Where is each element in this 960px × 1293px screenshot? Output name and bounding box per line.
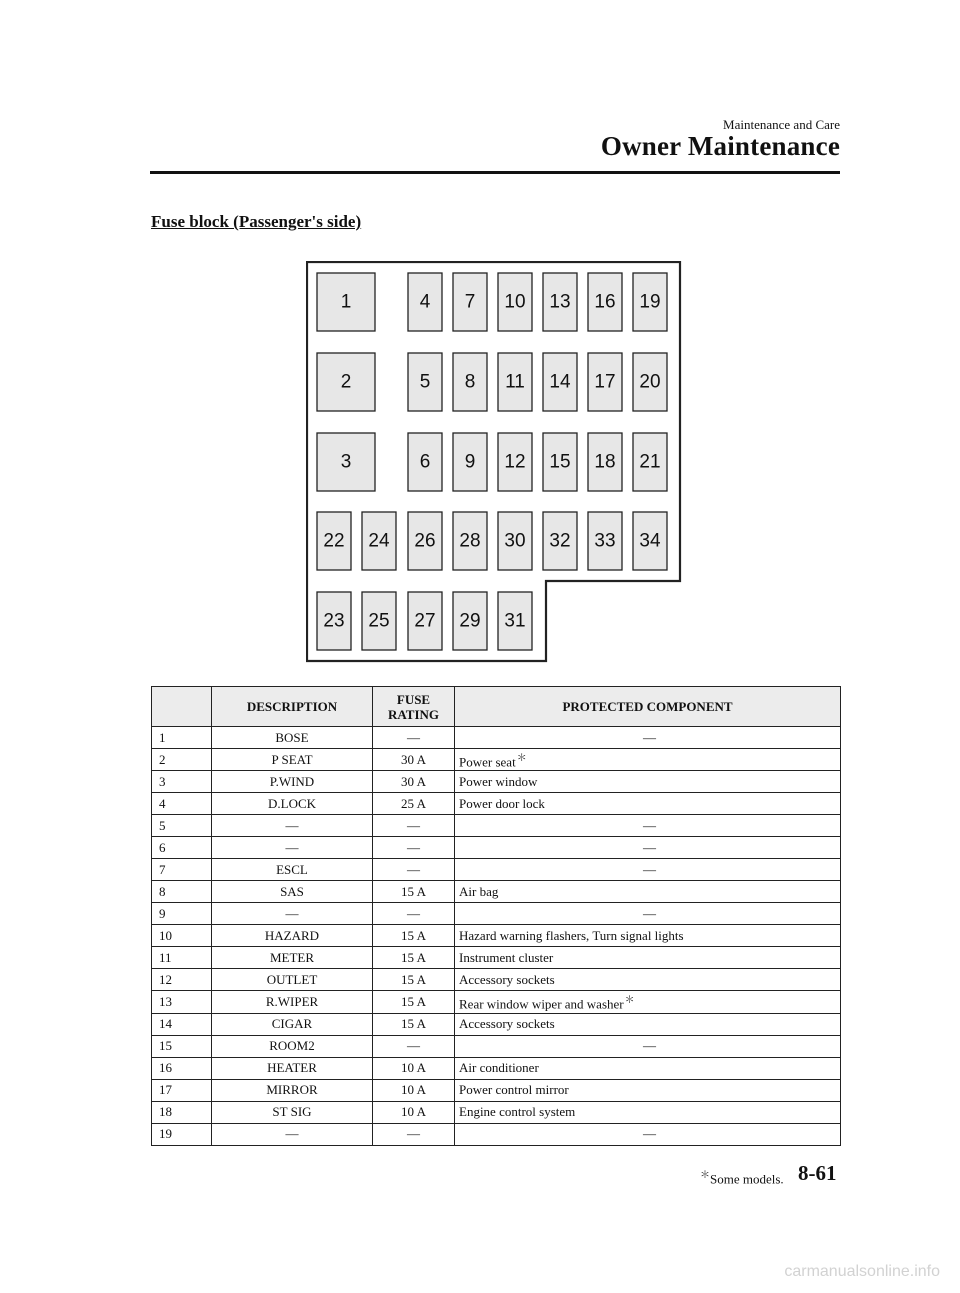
table-row — [152, 991, 841, 1013]
fuse-rating-cell — [373, 881, 455, 903]
fuse-number-cell-text: 18 — [159, 1104, 172, 1120]
description-cell-text: HAZARD — [264, 927, 320, 943]
protected-component-cell — [455, 925, 841, 947]
fuse-number-cell — [152, 947, 212, 969]
protected-component-cell-text: ― — [643, 1038, 656, 1054]
fuse-rating-cell-text: 25 A — [401, 795, 426, 811]
protected-component-cell-text: Power seat — [459, 754, 516, 770]
footnote-text: Some models. — [710, 1171, 784, 1187]
description-cell-text: ― — [285, 1126, 299, 1142]
table-row — [152, 837, 841, 859]
fuse-rating-cell — [373, 1079, 455, 1101]
fuse-20 — [633, 353, 667, 411]
table-row — [152, 859, 841, 881]
fuse-rating-cell-text: 30 A — [401, 773, 426, 789]
description-cell — [212, 749, 373, 771]
description-cell-text: METER — [269, 949, 315, 965]
description-cell — [212, 1057, 373, 1079]
protected-component-cell-text: Power window — [459, 773, 538, 789]
fuse-number-cell — [152, 815, 212, 837]
fuse-number-cell-text: 4 — [159, 795, 166, 811]
fuse-11 — [498, 353, 532, 411]
fuse-number-cell — [152, 727, 212, 749]
fuse-4 — [408, 273, 442, 331]
fuse-number-label: 7 — [464, 291, 476, 313]
fuse-17 — [588, 353, 622, 411]
description-cell — [212, 1035, 373, 1057]
table-row — [152, 793, 841, 815]
fuse-12 — [498, 433, 532, 491]
description-cell — [212, 969, 373, 991]
fuse-number-cell-text: 16 — [159, 1060, 172, 1076]
fuse-number-cell-text: 9 — [159, 905, 166, 921]
fuse-number-label: 14 — [549, 371, 571, 393]
table-row — [152, 1079, 841, 1101]
fuse-8 — [453, 353, 487, 411]
fuse-table — [151, 686, 841, 1146]
description-cell-text: CIGAR — [271, 1016, 313, 1032]
fuse-rating-cell — [373, 903, 455, 925]
fuse-number-cell-text: 17 — [159, 1082, 172, 1098]
fuse-rating-cell-text: ― — [407, 1038, 420, 1054]
fuse-number-cell — [152, 991, 212, 1013]
fuse-number-label: 27 — [414, 610, 436, 632]
table-row — [152, 1123, 841, 1145]
protected-component-cell — [455, 1013, 841, 1035]
fuse-number-label: 21 — [639, 451, 661, 473]
fuse-9 — [453, 433, 487, 491]
fuse-number-label: 31 — [504, 610, 526, 632]
fuse-number-cell — [152, 925, 212, 947]
fuse-rating-cell-text: 10 A — [401, 1060, 426, 1076]
fuse-rating-cell-text: 15 A — [401, 1016, 426, 1032]
fuse-rating-cell-text: 15 A — [401, 949, 426, 965]
protected-component-cell-text: Instrument cluster — [459, 949, 554, 965]
table-row — [152, 727, 841, 749]
description-cell — [212, 991, 373, 1013]
fuse-rating-cell — [373, 837, 455, 859]
fuse-rating-cell-text: ― — [407, 839, 420, 855]
fuse-26 — [408, 512, 442, 570]
fuse-rating-cell-text: 15 A — [401, 927, 426, 943]
fuse-number-cell-text: 13 — [159, 993, 172, 1009]
table-row — [152, 1035, 841, 1057]
fuse-23 — [317, 592, 351, 650]
fuse-number-cell-text: 2 — [159, 751, 166, 767]
fuse-29 — [453, 592, 487, 650]
description-cell-text: MIRROR — [266, 1082, 318, 1098]
protected-component-cell — [455, 1123, 841, 1145]
fuse-25 — [362, 592, 396, 650]
description-cell — [212, 727, 373, 749]
description-cell — [212, 771, 373, 793]
fuse-19 — [633, 273, 667, 331]
fuse-number-label: 9 — [464, 451, 476, 473]
fuse-number-label: 1 — [340, 291, 352, 313]
fuse-32 — [543, 512, 577, 570]
protected-component-cell-text: ― — [643, 1126, 656, 1142]
description-cell — [212, 793, 373, 815]
fuse-rating-cell — [373, 749, 455, 771]
fuse-number-label: 5 — [419, 371, 431, 393]
fuse-13 — [543, 273, 577, 331]
fuse-number-cell — [152, 1057, 212, 1079]
fuse-rating-cell — [373, 793, 455, 815]
fuse-28 — [453, 512, 487, 570]
protected-component-cell-text: Hazard warning flashers, Turn signal lights — [459, 927, 684, 943]
fuse-number-label: 2 — [340, 371, 352, 393]
fuse-number-label: 33 — [594, 530, 616, 552]
fuse-number-label: 11 — [505, 371, 525, 393]
fuse-number-cell-text: 6 — [159, 839, 166, 855]
protected-component-cell — [455, 1101, 841, 1123]
fuse-rating-cell-text: ― — [407, 861, 420, 877]
fuse-rating-cell — [373, 771, 455, 793]
fuse-number-cell — [152, 1013, 212, 1035]
fuse-number-label: 10 — [504, 291, 526, 313]
description-cell — [212, 1123, 373, 1145]
fuse-number-label: 34 — [639, 530, 661, 552]
fuse-number-label: 30 — [504, 530, 526, 552]
description-cell — [212, 859, 373, 881]
protected-component-cell — [455, 903, 841, 925]
protected-component-cell — [455, 1057, 841, 1079]
fuse-30 — [498, 512, 532, 570]
description-cell-text: BOSE — [275, 729, 309, 745]
fuse-number-cell-text: 5 — [159, 817, 166, 833]
footnote-asterisk: ＊ — [700, 1170, 710, 1181]
protected-component-cell — [455, 969, 841, 991]
protected-component-cell — [455, 1035, 841, 1057]
protected-component-cell — [455, 1079, 841, 1101]
fuse-block-diagram — [306, 261, 682, 663]
fuse-number-label: 16 — [594, 291, 616, 313]
description-cell — [212, 837, 373, 859]
fuse-rating-cell — [373, 969, 455, 991]
header-fuse-rating: FUSE RATING — [373, 687, 455, 727]
description-cell — [212, 1079, 373, 1101]
description-cell-text: P SEAT — [271, 751, 313, 767]
protected-component-cell-text: Air bag — [459, 883, 499, 899]
page-number: 8-61 — [798, 1161, 837, 1185]
fuse-number-label: 15 — [549, 451, 571, 473]
page-title: Owner Maintenance — [600, 131, 840, 161]
fuse-number-cell-text: 14 — [159, 1016, 172, 1032]
watermark: carmanualsonline.info — [784, 1263, 940, 1280]
fuse-rating-cell-text: 15 A — [401, 883, 426, 899]
fuse-18 — [588, 433, 622, 491]
header-number — [152, 687, 212, 727]
fuse-rating-cell — [373, 1101, 455, 1123]
description-cell-text: HEATER — [267, 1060, 317, 1076]
section-header: Maintenance and Care — [723, 117, 840, 132]
fuse-rating-cell — [373, 815, 455, 837]
fuse-3 — [317, 433, 375, 491]
fuse-number-label: 26 — [414, 530, 436, 552]
fuse-rating-cell-text: ― — [407, 729, 420, 745]
protected-component-cell — [455, 837, 841, 859]
table-row — [152, 947, 841, 969]
fuse-number-label: 18 — [594, 451, 616, 473]
fuse-number-cell — [152, 969, 212, 991]
fuse-rating-cell — [373, 947, 455, 969]
fuse-5 — [408, 353, 442, 411]
fuse-rating-cell-text: ― — [407, 905, 420, 921]
fuse-rating-cell-text: 10 A — [401, 1082, 426, 1098]
fuse-number-cell-text: 1 — [159, 729, 166, 745]
fuse-number-cell-text: 7 — [159, 861, 166, 877]
description-cell-text: R.WIPER — [265, 993, 319, 1009]
fuse-16 — [588, 273, 622, 331]
description-cell-text: ― — [285, 905, 299, 921]
table-row — [152, 903, 841, 925]
fuse-rating-cell-text: 15 A — [401, 993, 426, 1009]
description-cell — [212, 1013, 373, 1035]
fuse-24 — [362, 512, 396, 570]
fuse-number-label: 25 — [368, 610, 390, 632]
fuse-rating-cell — [373, 991, 455, 1013]
fuse-rating-cell-text: ― — [407, 817, 420, 833]
footnote — [700, 1166, 784, 1187]
protected-component-cell-text: Power door lock — [459, 795, 545, 811]
fuse-number-cell-text: 8 — [159, 883, 166, 899]
description-cell-text: OUTLET — [266, 971, 318, 987]
description-cell — [212, 947, 373, 969]
description-cell-text: ― — [285, 817, 299, 833]
fuse-10 — [498, 273, 532, 331]
table-row — [152, 969, 841, 991]
fuse-rating-cell — [373, 1123, 455, 1145]
table-row — [152, 771, 841, 793]
protected-component-cell-text: ― — [643, 861, 656, 877]
table-header-row — [152, 687, 841, 727]
description-cell — [212, 881, 373, 903]
protected-component-cell-text: Accessory sockets — [459, 971, 555, 987]
fuse-7 — [453, 273, 487, 331]
protected-component-cell — [455, 859, 841, 881]
protected-component-cell — [455, 727, 841, 749]
fuse-rating-cell-text: 10 A — [401, 1104, 426, 1120]
fuse-34 — [633, 512, 667, 570]
table-row — [152, 881, 841, 903]
description-cell-text: SAS — [280, 883, 304, 899]
table-row — [152, 1057, 841, 1079]
fuse-number-cell — [152, 1101, 212, 1123]
description-cell — [212, 925, 373, 947]
fuse-rating-cell — [373, 727, 455, 749]
fuse-21 — [633, 433, 667, 491]
some-models-asterisk: ＊ — [516, 753, 527, 764]
fuse-rating-cell-text: ― — [407, 1126, 420, 1142]
table-row — [152, 1013, 841, 1035]
description-cell-text: ― — [285, 839, 299, 855]
protected-component-cell-text: ― — [643, 817, 656, 833]
description-cell-text: ROOM2 — [269, 1038, 315, 1054]
protected-component-cell — [455, 815, 841, 837]
fuse-number-label: 24 — [368, 530, 390, 552]
fuse-27 — [408, 592, 442, 650]
fuse-number-label: 22 — [323, 530, 345, 552]
protected-component-cell-text: Engine control system — [459, 1104, 576, 1120]
fuse-number-label: 17 — [594, 371, 616, 393]
protected-component-cell-text: Air conditioner — [459, 1060, 539, 1076]
protected-component-cell — [455, 771, 841, 793]
fuse-number-label: 29 — [459, 610, 481, 632]
fuse-number-cell — [152, 749, 212, 771]
fuse-number-cell — [152, 1079, 212, 1101]
table-row — [152, 925, 841, 947]
fuse-number-label: 20 — [639, 371, 661, 393]
description-cell — [212, 1101, 373, 1123]
fuse-33 — [588, 512, 622, 570]
fuse-number-label: 13 — [549, 291, 571, 313]
fuse-rating-cell — [373, 859, 455, 881]
protected-component-cell-text: Accessory sockets — [459, 1016, 555, 1032]
protected-component-cell — [455, 881, 841, 903]
fuse-number-cell — [152, 771, 212, 793]
fuse-number-cell-text: 3 — [159, 773, 166, 789]
header-protected-component: PROTECTED COMPONENT — [455, 687, 841, 727]
fuse-number-cell — [152, 859, 212, 881]
protected-component-cell — [455, 991, 841, 1013]
table-row — [152, 815, 841, 837]
fuse-rating-cell — [373, 1013, 455, 1035]
fuse-number-cell-text: 10 — [159, 927, 172, 943]
fuse-number-cell — [152, 1123, 212, 1145]
description-cell-text: D.LOCK — [267, 795, 317, 811]
fuse-rating-cell — [373, 1035, 455, 1057]
protected-component-cell-text: Power control mirror — [459, 1082, 569, 1098]
fuse-number-label: 28 — [459, 530, 481, 552]
fuse-2 — [317, 353, 375, 411]
description-cell-text: P.WIND — [269, 773, 315, 789]
fuse-6 — [408, 433, 442, 491]
protected-component-cell-text: Rear window wiper and washer — [459, 996, 624, 1012]
fuse-rating-cell — [373, 1057, 455, 1079]
fuse-number-cell-text: 15 — [159, 1038, 172, 1054]
fuse-number-label: 3 — [340, 451, 352, 473]
fuse-number-cell — [152, 881, 212, 903]
fuse-number-label: 23 — [323, 610, 345, 632]
protected-component-cell-text: ― — [643, 839, 656, 855]
header-description: DESCRIPTION — [212, 687, 373, 727]
section-title: Fuse block (Passenger's side) — [151, 212, 362, 231]
fuse-number-cell — [152, 793, 212, 815]
fuse-number-cell — [152, 1035, 212, 1057]
fuse-31 — [498, 592, 532, 650]
protected-component-cell — [455, 793, 841, 815]
fuse-1 — [317, 273, 375, 331]
protected-component-cell — [455, 947, 841, 969]
fuse-number-cell — [152, 903, 212, 925]
description-cell-text: ST SIG — [272, 1104, 312, 1120]
fuse-rating-cell-text: 15 A — [401, 971, 426, 987]
fuse-15 — [543, 433, 577, 491]
fuse-number-label: 8 — [464, 371, 476, 393]
fuse-number-label: 4 — [419, 291, 431, 313]
fuse-number-label: 6 — [419, 451, 431, 473]
description-cell-text: ESCL — [276, 861, 308, 877]
fuse-number-label: 12 — [504, 451, 526, 473]
fuse-14 — [543, 353, 577, 411]
some-models-asterisk: ＊ — [624, 995, 635, 1007]
protected-component-cell-text: ― — [643, 905, 656, 921]
header-rule — [150, 171, 840, 174]
description-cell — [212, 903, 373, 925]
table-row — [152, 1101, 841, 1123]
protected-component-cell — [455, 749, 841, 771]
fuse-rating-cell-text: 30 A — [401, 751, 426, 767]
fuse-number-cell-text: 19 — [159, 1126, 172, 1142]
fuse-number-cell — [152, 837, 212, 859]
fuse-number-label: 19 — [639, 291, 661, 313]
fuse-22 — [317, 512, 351, 570]
description-cell — [212, 815, 373, 837]
fuse-number-cell-text: 11 — [159, 949, 172, 965]
table-row — [152, 749, 841, 771]
fuse-number-cell-text: 12 — [159, 971, 172, 987]
fuse-rating-cell — [373, 925, 455, 947]
fuse-number-label: 32 — [549, 530, 571, 552]
protected-component-cell-text: ― — [643, 729, 656, 745]
